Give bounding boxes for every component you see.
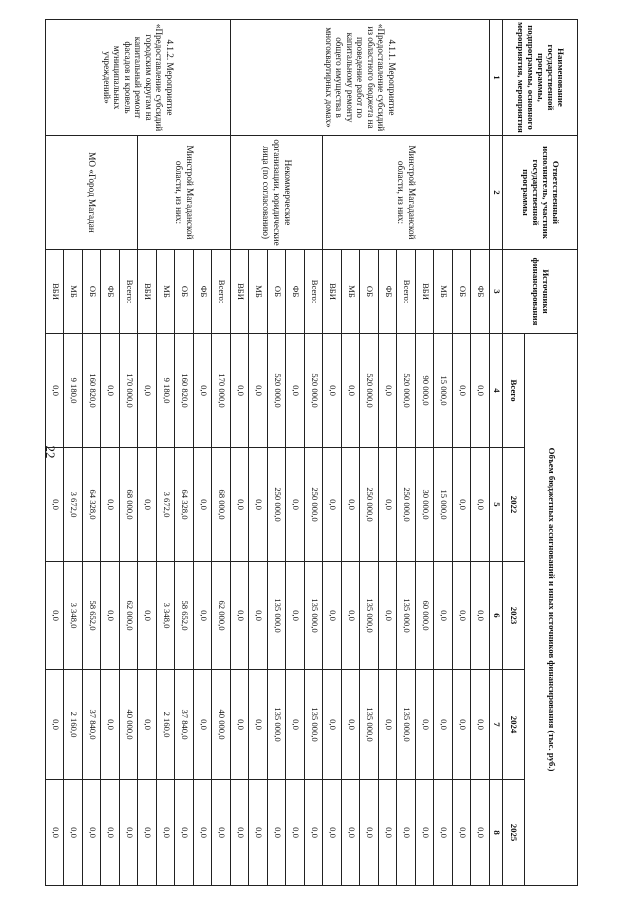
table-body — [46, 20, 490, 886]
source-cell: ВБИ — [138, 250, 157, 334]
source-cell: Всего: — [397, 250, 416, 334]
value-cell: 0,0 — [138, 334, 157, 448]
value-cell: 0,0 — [138, 670, 157, 780]
value-cell: 0,0 — [379, 780, 398, 886]
value-cell: 0,0 — [360, 780, 379, 886]
header-year-2022: 2022 — [503, 448, 525, 562]
value-cell: 0,0 — [249, 334, 268, 448]
source-cell: ФБ — [194, 250, 213, 334]
value-cell: 0,0 — [323, 334, 342, 448]
value-cell: 160 820,0 — [83, 334, 102, 448]
col-number-5: 5 — [490, 448, 503, 562]
source-cell: МБ — [249, 250, 268, 334]
value-cell: 0,0 — [416, 780, 435, 886]
value-cell: 170 000,0 — [212, 334, 231, 448]
value-cell: 250 000,0 — [397, 448, 416, 562]
value-cell: 135 000,0 — [360, 670, 379, 780]
value-cell: 40 000,0 — [120, 670, 139, 780]
value-cell: 58 652,0 — [175, 562, 194, 670]
value-cell: 0,0 — [397, 780, 416, 886]
value-cell: 135 000,0 — [397, 670, 416, 780]
value-cell: 0,0 — [64, 780, 83, 886]
value-cell: 0,0 — [342, 448, 361, 562]
value-cell: 0,0 — [323, 670, 342, 780]
header-year-2025: 2025 — [503, 780, 525, 886]
value-cell: 0,0 — [379, 670, 398, 780]
value-cell: 0,0 — [46, 448, 65, 562]
value-cell: 30 000,0 — [416, 448, 435, 562]
value-cell: 0,0 — [342, 670, 361, 780]
value-cell: 0,0 — [249, 562, 268, 670]
financing-table — [45, 19, 578, 886]
source-cell: МБ — [64, 250, 83, 334]
value-cell: 9 180,0 — [157, 334, 176, 448]
value-cell: 68 000,0 — [120, 448, 139, 562]
responsible-cell: Некоммерческие организации, юридические лица (по согласованию) — [231, 136, 324, 250]
value-cell: 0,0 — [101, 448, 120, 562]
source-cell: ВБИ — [231, 250, 250, 334]
source-cell: ФБ — [286, 250, 305, 334]
value-cell: 3 348,0 — [64, 562, 83, 670]
source-cell: ФБ — [379, 250, 398, 334]
value-cell: 250 000,0 — [360, 448, 379, 562]
value-cell: 0,0 — [286, 780, 305, 886]
value-cell: 0,0 — [471, 334, 490, 448]
source-cell: ОБ — [175, 250, 194, 334]
activity-name-cell: 4.1.2. Мероприятие «Предоставление субсидий городским округам на капитальный ремонт фасадов и кровель муниципальных учреждений» — [46, 20, 231, 136]
value-cell: 0,0 — [138, 562, 157, 670]
value-cell: 3 672,0 — [64, 448, 83, 562]
value-cell: 520 000,0 — [305, 334, 324, 448]
value-cell: 90 000,0 — [416, 334, 435, 448]
value-cell: 0,0 — [231, 670, 250, 780]
responsible-cell: МО «Город Магадан — [46, 136, 139, 250]
value-cell: 135 000,0 — [360, 562, 379, 670]
value-cell: 0,0 — [323, 780, 342, 886]
value-cell: 250 000,0 — [305, 448, 324, 562]
col-number-6: 6 — [490, 562, 503, 670]
value-cell: 3 672,0 — [157, 448, 176, 562]
value-cell: 0,0 — [46, 780, 65, 886]
value-cell: 0,0 — [46, 670, 65, 780]
value-cell: 2 160,0 — [64, 670, 83, 780]
value-cell: 2 160,0 — [157, 670, 176, 780]
table-row — [120, 20, 139, 886]
value-cell: 0,0 — [194, 448, 213, 562]
source-cell: МБ — [434, 250, 453, 334]
value-cell: 160 820,0 — [175, 334, 194, 448]
value-cell: 135 000,0 — [397, 562, 416, 670]
value-cell: 135 000,0 — [268, 670, 287, 780]
value-cell: 0,0 — [379, 562, 398, 670]
source-cell: ОБ — [453, 250, 472, 334]
table-row — [471, 20, 490, 886]
value-cell: 0,0 — [194, 334, 213, 448]
value-cell: 0,0 — [453, 670, 472, 780]
value-cell: 170 000,0 — [120, 334, 139, 448]
value-cell: 0,0 — [268, 780, 287, 886]
value-cell: 0,0 — [175, 780, 194, 886]
col-number-4: 4 — [490, 334, 503, 448]
value-cell: 0,0 — [231, 334, 250, 448]
source-cell: ВБИ — [323, 250, 342, 334]
value-cell: 15 000,0 — [434, 448, 453, 562]
col-number-3: 3 — [490, 250, 503, 334]
value-cell: 0,0 — [286, 562, 305, 670]
value-cell: 0,0 — [249, 448, 268, 562]
value-cell: 0,0 — [286, 448, 305, 562]
col-number-7: 7 — [490, 670, 503, 780]
value-cell: 0,0 — [101, 562, 120, 670]
header-volume: Объем бюджетных ассигнований и иных источников финансирования (тыс. руб.) — [525, 334, 578, 886]
value-cell: 0,0 — [286, 334, 305, 448]
value-cell: 0,0 — [194, 562, 213, 670]
col-number-8: 8 — [490, 780, 503, 886]
rotated-document — [50, 19, 578, 885]
source-cell: ВБИ — [46, 250, 65, 334]
value-cell: 0,0 — [46, 562, 65, 670]
table-row — [212, 20, 231, 886]
header-responsible: Ответственный исполнитель, участник государственной программы — [503, 136, 578, 250]
header-year-2023: 2023 — [503, 562, 525, 670]
value-cell: 0,0 — [249, 670, 268, 780]
responsible-cell: Минстрой Магаданской области, из них: — [138, 136, 231, 250]
value-cell: 0,0 — [286, 670, 305, 780]
value-cell: 64 328,0 — [175, 448, 194, 562]
value-cell: 0,0 — [138, 448, 157, 562]
source-cell: Всего: — [120, 250, 139, 334]
value-cell: 68 000,0 — [212, 448, 231, 562]
value-cell: 0,0 — [101, 780, 120, 886]
value-cell: 135 000,0 — [268, 562, 287, 670]
value-cell: 0,0 — [379, 448, 398, 562]
value-cell: 0,0 — [323, 448, 342, 562]
source-cell: ФБ — [471, 250, 490, 334]
value-cell: 0,0 — [83, 780, 102, 886]
value-cell: 0,0 — [194, 670, 213, 780]
value-cell: 0,0 — [46, 334, 65, 448]
table-row — [305, 20, 324, 886]
value-cell: 64 328,0 — [83, 448, 102, 562]
page-number: 22 — [43, 445, 58, 459]
value-cell: 0,0 — [120, 780, 139, 886]
value-cell: 62 000,0 — [120, 562, 139, 670]
value-cell: 37 840,0 — [83, 670, 102, 780]
value-cell: 0,0 — [471, 448, 490, 562]
activity-name-cell: 4.1.1. Мероприятие «Предоставление субсидий из областного бюджета на проведение работ по капитальному ремонту общего имущества в многоквартирных домах» — [231, 20, 490, 136]
source-cell: Всего: — [212, 250, 231, 334]
value-cell: 0,0 — [212, 780, 231, 886]
value-cell: 0,0 — [101, 334, 120, 448]
value-cell: 0,0 — [249, 780, 268, 886]
value-cell: 0,0 — [434, 780, 453, 886]
value-cell: 0,0 — [471, 780, 490, 886]
responsible-cell: Минстрой Магаданской области, из них: — [323, 136, 490, 250]
value-cell: 0,0 — [342, 780, 361, 886]
source-cell: ОБ — [360, 250, 379, 334]
source-cell: Всего: — [305, 250, 324, 334]
value-cell: 0,0 — [231, 448, 250, 562]
value-cell: 520 000,0 — [268, 334, 287, 448]
value-cell: 0,0 — [416, 670, 435, 780]
value-cell: 0,0 — [231, 780, 250, 886]
value-cell: 3 348,0 — [157, 562, 176, 670]
value-cell: 135 000,0 — [305, 562, 324, 670]
value-cell: 0,0 — [342, 334, 361, 448]
value-cell: 0,0 — [471, 562, 490, 670]
value-cell: 135 000,0 — [305, 670, 324, 780]
value-cell: 0,0 — [157, 780, 176, 886]
source-cell: ОБ — [83, 250, 102, 334]
source-cell: МБ — [342, 250, 361, 334]
source-cell: ФБ — [101, 250, 120, 334]
header-total: Всего — [503, 334, 525, 448]
value-cell: 58 652,0 — [83, 562, 102, 670]
value-cell: 0,0 — [453, 562, 472, 670]
value-cell: 0,0 — [342, 562, 361, 670]
value-cell: 0,0 — [453, 780, 472, 886]
header-year-2024: 2024 — [503, 670, 525, 780]
value-cell: 0,0 — [323, 562, 342, 670]
value-cell: 0,0 — [379, 334, 398, 448]
value-cell: 0,0 — [434, 670, 453, 780]
value-cell: 0,0 — [471, 670, 490, 780]
source-cell: ВБИ — [416, 250, 435, 334]
value-cell: 520 000,0 — [360, 334, 379, 448]
value-cell: 520 000,0 — [397, 334, 416, 448]
value-cell: 250 000,0 — [268, 448, 287, 562]
value-cell: 0,0 — [231, 562, 250, 670]
source-cell: МБ — [157, 250, 176, 334]
value-cell: 0,0 — [101, 670, 120, 780]
value-cell: 9 180,0 — [64, 334, 83, 448]
value-cell: 0,0 — [138, 780, 157, 886]
value-cell: 0,0 — [305, 780, 324, 886]
value-cell: 0,0 — [453, 334, 472, 448]
value-cell: 0,0 — [434, 562, 453, 670]
value-cell: 62 000,0 — [212, 562, 231, 670]
header-sources: Источники финансирования — [503, 250, 578, 334]
value-cell: 0,0 — [194, 780, 213, 886]
value-cell: 0,0 — [453, 448, 472, 562]
col-number-1: 1 — [490, 20, 503, 136]
value-cell: 40 000,0 — [212, 670, 231, 780]
source-cell: ОБ — [268, 250, 287, 334]
value-cell: 37 840,0 — [175, 670, 194, 780]
value-cell: 15 000,0 — [434, 334, 453, 448]
value-cell: 60 000,0 — [416, 562, 435, 670]
header-name: Наименование государственной программы, подпрограммы, основного мероприятия, мероприятия — [503, 20, 578, 136]
col-number-2: 2 — [490, 136, 503, 250]
